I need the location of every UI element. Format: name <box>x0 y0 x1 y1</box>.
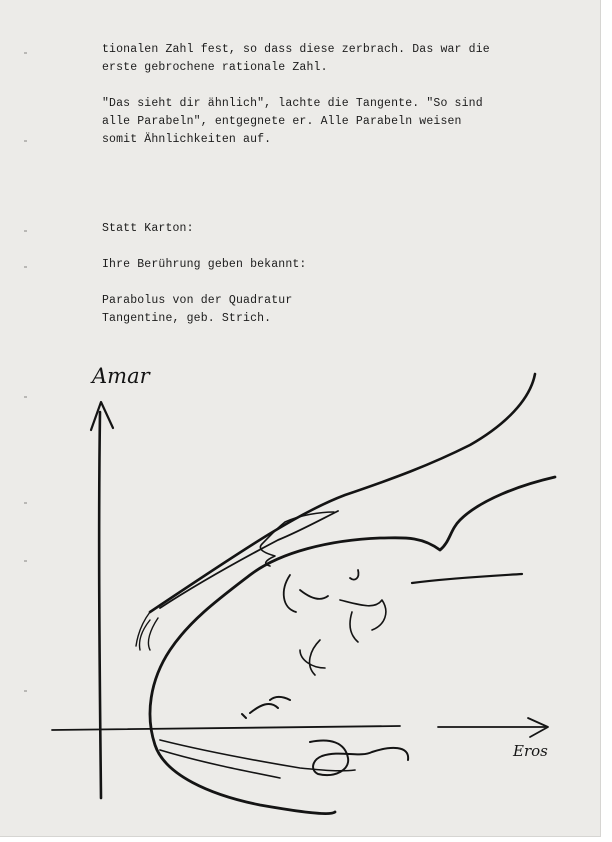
parabola-figure-eye <box>242 697 290 718</box>
tangent-figure-hand <box>136 612 158 650</box>
text-line: somit Ähnlichkeiten auf. <box>102 133 272 146</box>
parabola-figure-hair-strands <box>160 740 355 778</box>
notice-announcement: Ihre Berührung geben bekannt: <box>102 258 307 271</box>
y-axis-line <box>99 412 101 798</box>
tangent-figure-face <box>260 512 334 566</box>
punch-mark <box>24 52 27 54</box>
parabola-figure-leg <box>412 574 522 583</box>
notice-name-groom: Parabolus von der Quadratur <box>102 294 293 307</box>
wedding-notice <box>102 220 522 328</box>
text-line: tionalen Zahl fest, so dass diese zerbrach. Das war die <box>102 43 490 56</box>
punch-mark <box>24 230 27 232</box>
parabola-tangent-sketch <box>0 350 600 836</box>
text-line: alle Parabeln", entgegnete er. Alle Parabeln weisen <box>102 115 462 128</box>
parabola-figure-face <box>284 570 359 612</box>
paragraph-dialogue <box>102 95 522 149</box>
y-axis-arrowhead <box>91 402 113 430</box>
x-axis-line <box>52 726 400 730</box>
tangent-figure-arm <box>160 511 338 608</box>
punch-mark <box>24 140 27 142</box>
y-axis-label: Amar <box>92 364 150 388</box>
notice-heading: Statt Karton: <box>102 222 194 235</box>
parabola-figure-hand <box>300 640 325 675</box>
x-axis-label: Eros <box>513 742 548 760</box>
text-line: erste gebrochene rationale Zahl. <box>102 61 328 74</box>
punch-mark <box>24 266 27 268</box>
text-line: "Das sieht dir ähnlich", lachte die Tangente. "So sind <box>102 97 483 110</box>
notice-name-bride: Tangentine, geb. Strich. <box>102 312 272 325</box>
paragraph-continuation <box>102 41 522 77</box>
parabola-figure-hair <box>340 600 386 642</box>
